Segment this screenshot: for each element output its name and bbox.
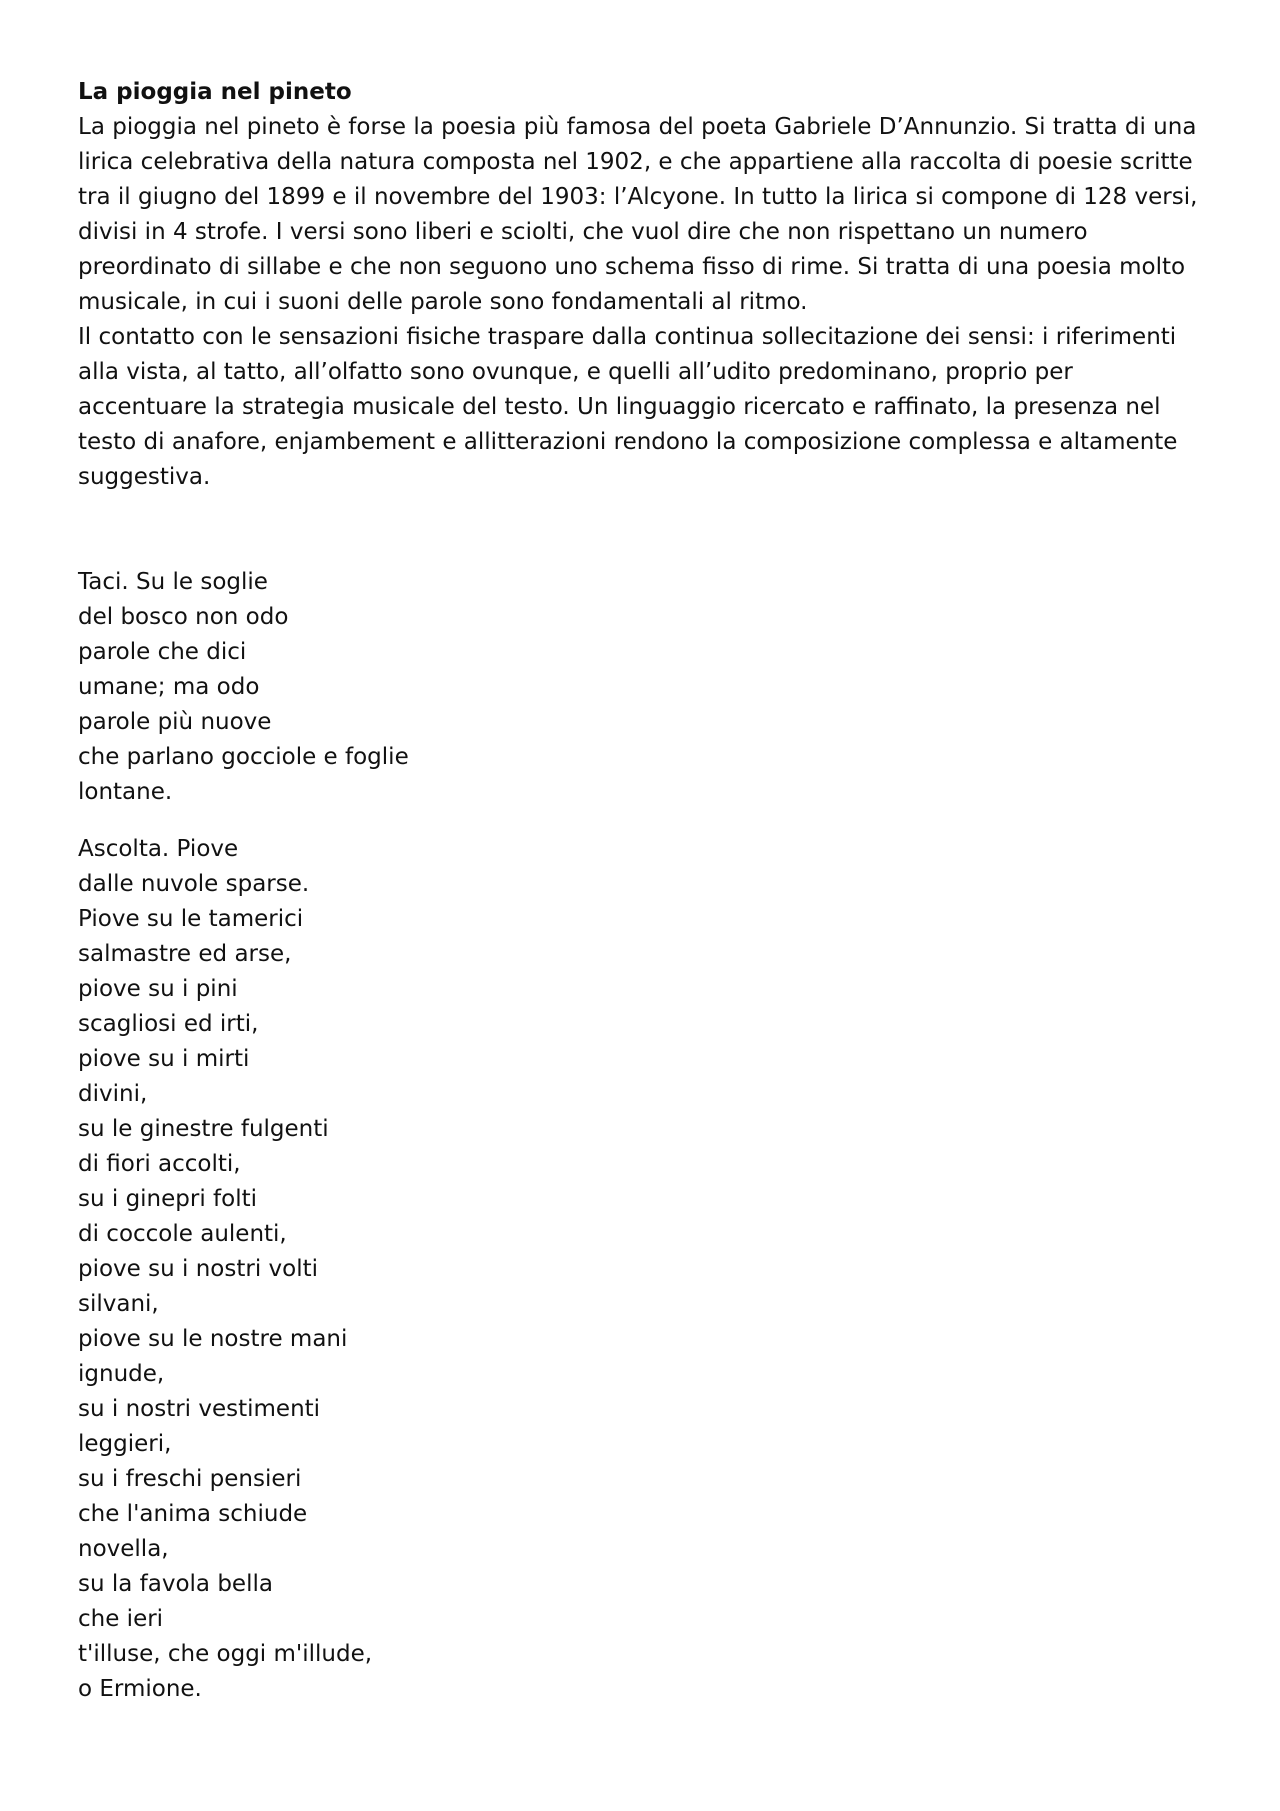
verse-line: che parlano gocciole e foglie [78,744,409,770]
verse-line: divini, [78,1081,148,1107]
verse-line: che ieri [78,1606,164,1632]
document-body [78,75,1208,1707]
verse-line: su la favola bella [78,1571,273,1597]
verse-line: ignude, [78,1361,165,1387]
verse-line: Ascolta. Piove [78,836,239,862]
verse-line: dalle nuvole sparse. [78,871,310,897]
stanza-2 [78,832,1208,1707]
verse-line: lontane. [78,779,173,805]
verse-line: piove su i pini [78,976,238,1002]
verse-line: di fiori accolti, [78,1151,241,1177]
stanza-spacer [78,810,1208,832]
verse-line: novella, [78,1536,169,1562]
verse-line: silvani, [78,1291,159,1317]
verse-line: parole più nuove [78,709,272,735]
verse-line: Piove su le tamerici [78,906,304,932]
section-spacer [78,495,1208,565]
stanza-1 [78,565,1208,810]
verse-line: di coccole aulenti, [78,1221,287,1247]
verse-line: piove su le nostre mani [78,1326,348,1352]
verse-line: che l'anima schiude [78,1501,308,1527]
verse-line: del bosco non odo [78,604,289,630]
verse-line: parole che dici [78,639,247,665]
verse-line: umane; ma odo [78,674,260,700]
verse-line: scagliosi ed irti, [78,1011,259,1037]
document-title: La pioggia nel pineto [78,79,352,105]
intro-paragraph-2: Il contatto con le sensazioni fisiche traspare dalla continua sollecitazione dei sensi: i riferimenti alla vista, al tatto, all’olfatto sono ovunque, e quelli all’udito predominano, proprio per accentuare la strategia musicale del testo. Un linguaggio ricercato e raffinato, la presenza nel testo di anafore, enjambement e allitterazioni rendono la composizione complessa e altamente suggestiva. [78,324,1178,490]
verse-line: t'illuse, che oggi m'illude, [78,1641,373,1667]
intro-paragraph-1: La pioggia nel pineto è forse la poesia più famosa del poeta Gabriele D’Annunzio. Si tratta di una lirica celebrativa della natura composta nel 1902, e che appartiene alla raccolta di poesie scritte tra il giugno del 1899 e il novembre del 1903: l’Alcyone. In tutto la lirica si compone di 128 versi, divisi in 4 strofe. I versi sono liberi e sciolti, che vuol dire che non rispettano un numero preordinato di sillabe e che non seguono uno schema fisso di rime. Si tratta di una poesia molto musicale, in cui i suoni delle parole sono fondamentali al ritmo. [78,114,1198,315]
verse-line: piove su i nostri volti [78,1256,318,1282]
verse-line: piove su i mirti [78,1046,250,1072]
verse-line: su i ginepri folti [78,1186,258,1212]
verse-line: su le ginestre fulgenti [78,1116,329,1142]
verse-line: leggieri, [78,1431,172,1457]
verse-line: o Ermione. [78,1676,202,1702]
verse-line: salmastre ed arse, [78,941,292,967]
verse-line: Taci. Su le soglie [78,569,268,595]
verse-line: su i freschi pensieri [78,1466,302,1492]
verse-line: su i nostri vestimenti [78,1396,321,1422]
